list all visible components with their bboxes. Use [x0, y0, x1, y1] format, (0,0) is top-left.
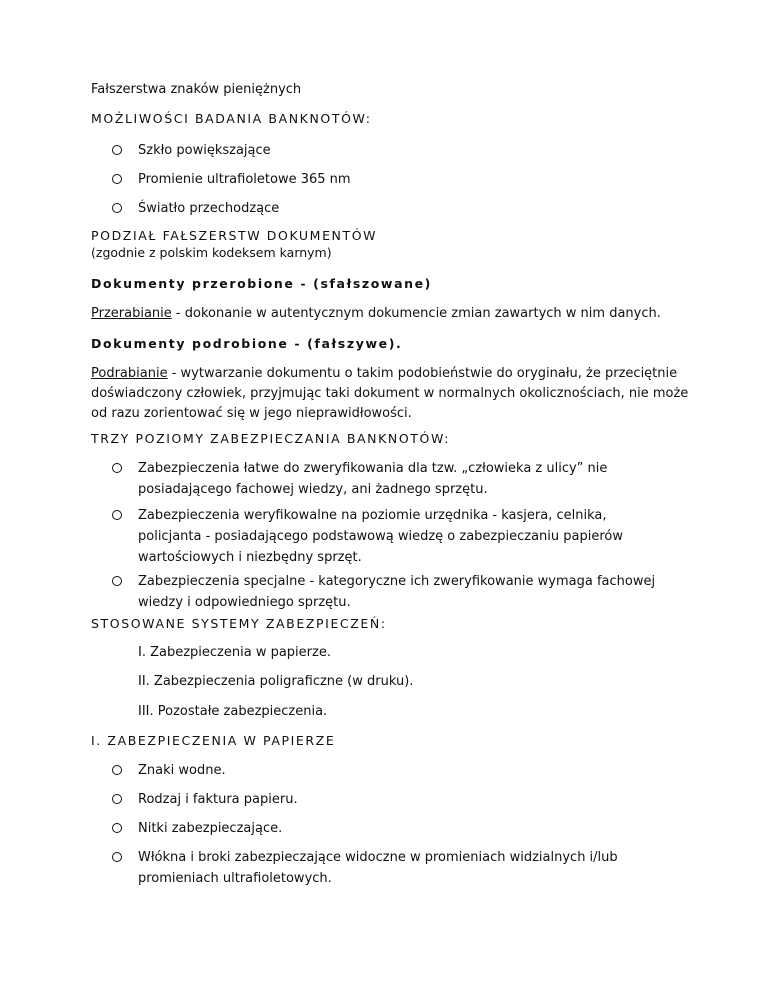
list-item: Promienie ultrafioletowe 365 nm	[112, 169, 672, 190]
circle-bullet-icon	[112, 576, 122, 586]
list-item: Rodzaj i faktura papieru.	[112, 789, 672, 810]
circle-bullet-icon	[112, 823, 122, 833]
definition-counterfeit: Podrabianie - wytwarzanie dokumentu o takim podobieństwie do oryginału, że przeciętnie doświadczony człowiek, przyjmując taki dokument w normalnych okolicznościach, nie może od razu zorientować się w jego nieprawidłowości.	[91, 366, 689, 421]
circle-bullet-icon	[112, 463, 122, 473]
circle-bullet-icon	[112, 174, 122, 184]
list-item: Zabezpieczenia łatwe do zweryfikowania dla tzw. „człowieka z ulicy” nie posiadającego fachowej wiedzy, ani żadnego sprzętu.	[112, 458, 672, 500]
circle-bullet-icon	[112, 852, 122, 862]
circle-bullet-icon	[112, 794, 122, 804]
section-heading-examination: MOŻLIWOŚCI BADANIA BANKNOTÓW:	[91, 111, 372, 126]
circle-bullet-icon	[112, 765, 122, 775]
list-item: I. Zabezpieczenia w papierze.	[138, 645, 331, 660]
circle-bullet-icon	[112, 203, 122, 213]
section-heading-systems: STOSOWANE SYSTEMY ZABEZPIECZEŃ:	[91, 616, 387, 631]
list-item: III. Pozostałe zabezpieczenia.	[138, 704, 328, 719]
circle-bullet-icon	[112, 510, 122, 520]
section-subheading: (zgodnie z polskim kodeksem karnym)	[91, 245, 332, 260]
section-heading-counterfeit: Dokumenty podrobione - (fałszywe).	[91, 336, 403, 351]
list-item: Nitki zabezpieczające.	[112, 818, 672, 839]
list-item: Szkło powiększające	[112, 140, 672, 161]
list-item: Zabezpieczenia weryfikowalne na poziomie urzędnika - kasjera, celnika, policjanta - posiadającego podstawową wiedzę o zabezpieczaniu papierów wartościowych i niezbędny sprzęt.	[112, 505, 672, 568]
list-item: Znaki wodne.	[112, 760, 672, 781]
section-heading-altered: Dokumenty przerobione - (sfałszowane)	[91, 276, 432, 291]
term-counterfeit: Podrabianie	[91, 366, 168, 381]
section-heading-division: PODZIAŁ FAŁSZERSTW DOKUMENTÓW	[91, 228, 378, 243]
circle-bullet-icon	[112, 145, 122, 155]
list-item: II. Zabezpieczenia poligraficzne (w druku).	[138, 674, 414, 689]
document-title: Fałszerstwa znaków pieniężnych	[91, 82, 302, 97]
term-altered: Przerabianie	[91, 306, 172, 321]
section-heading-levels: TRZY POZIOMY ZABEZPIECZANIA BANKNOTÓW:	[91, 431, 451, 446]
list-item: Zabezpieczenia specjalne - kategoryczne ich zweryfikowanie wymaga fachowej wiedzy i odpowiedniego sprzętu.	[112, 571, 672, 613]
list-item: Włókna i broki zabezpieczające widoczne w promieniach widzialnych i/lub promieniach ultrafioletowych.	[112, 847, 672, 889]
definition-altered: Przerabianie - dokonanie w autentycznym dokumencie zmian zawartych w nim danych.	[91, 306, 661, 321]
list-item: Światło przechodzące	[112, 198, 672, 219]
section-heading-paper: I. ZABEZPIECZENIA W PAPIERZE	[91, 733, 336, 748]
